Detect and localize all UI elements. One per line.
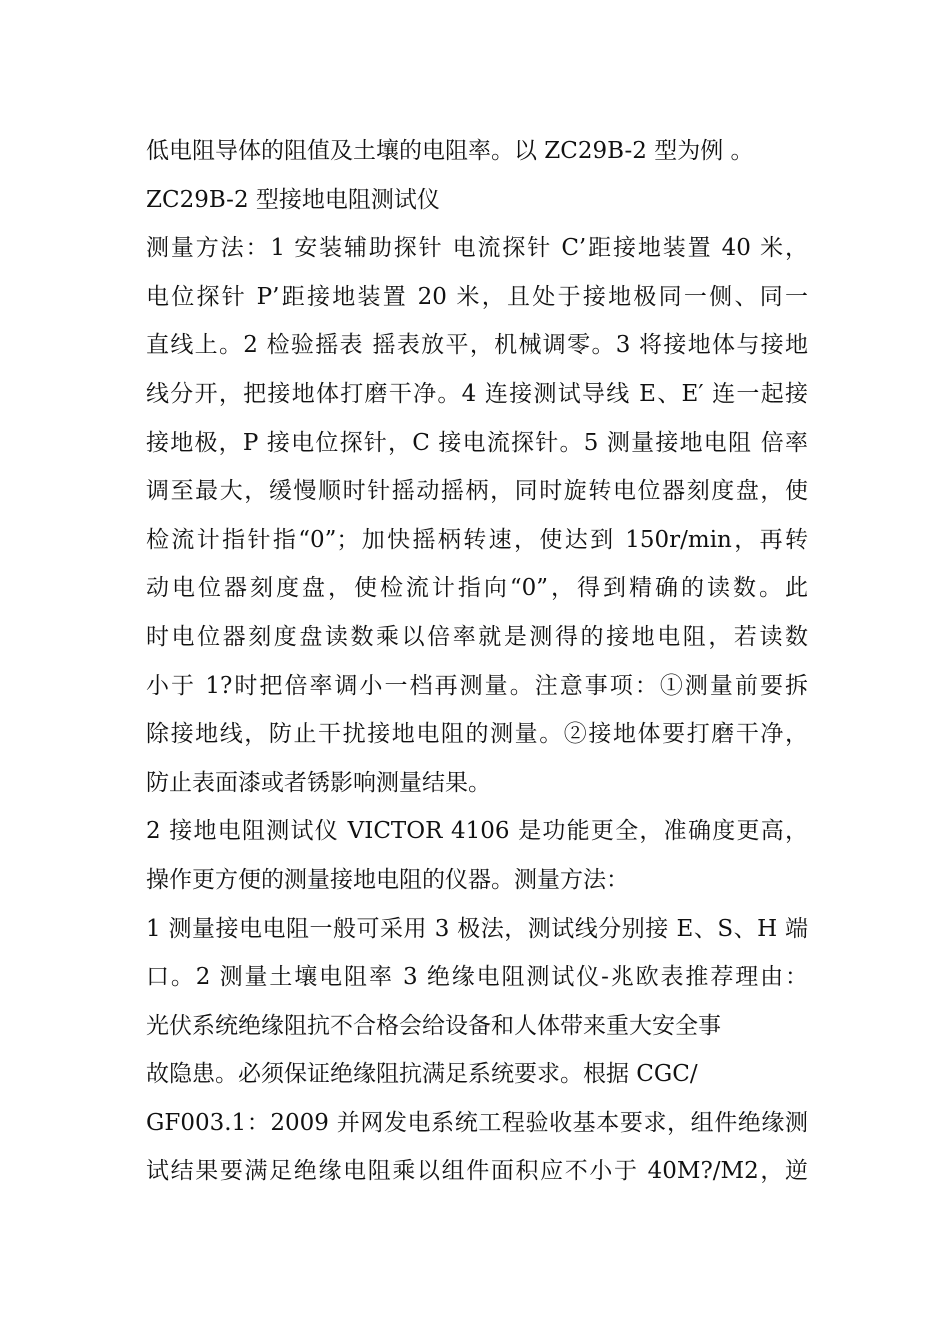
text-line: 接地极，P 接电位探针，C 接电流探针。5 测量接地电阻 倍率 — [146, 429, 808, 456]
section-heading: ZC29B-2 型接地电阻测试仪 — [146, 186, 440, 213]
text-line: 2 接地电阻测试仪 VICTOR 4106 是功能更全，准确度更高， — [146, 818, 808, 845]
text-line: 光伏系统绝缘阻抗不合格会给设备和人体带来重大安全事 — [146, 1012, 721, 1039]
document-body — [146, 127, 808, 1196]
text-line: 防止表面漆或者锈影响测量结果。 — [146, 769, 491, 796]
text-line: 直线上。2 检验摇表 摇表放平，机械调零。3 将接地体与接地 — [146, 332, 808, 359]
text-line: 检流计指针指“0”；加快摇柄转速，使达到 150r/min，再转 — [146, 526, 808, 553]
text-line: 时电位器刻度盘读数乘以倍率就是测得的接地电阻，若读数 — [146, 623, 808, 650]
text-line: 调至最大，缓慢顺时针摇动摇柄，同时旋转电位器刻度盘，使 — [146, 478, 808, 505]
text-line: GF003.1：2009 并网发电系统工程验收基本要求，组件绝缘测 — [146, 1109, 808, 1136]
text-line: 1 测量接电电阻一般可采用 3 极法，测试线分别接 E、S、H 端 — [146, 915, 808, 942]
text-line: 低电阻导体的阻值及土壤的电阻率。以 ZC29B-2 型为例 。 — [146, 138, 754, 164]
text-line: 小于 1?时把倍率调小一档再测量。注意事项：①测量前要拆 — [146, 672, 808, 699]
text-line: 口。2 测量土壤电阻率 3 绝缘电阻测试仪-兆欧表推荐理由： — [146, 964, 808, 991]
text-line: 线分开，把接地体打磨干净。4 连接测试导线 E、E′ 连一起接 — [146, 380, 808, 407]
text-line: 操作更方便的测量接地电阻的仪器。测量方法： — [146, 866, 629, 893]
text-line: 故隐患。必须保证绝缘阻抗满足系统要求。根据 CGC/ — [146, 1061, 698, 1088]
text-line: 动电位器刻度盘，使检流计指向“0”，得到精确的读数。此 — [146, 575, 808, 602]
text-line: 测量方法：1 安装辅助探针 电流探针 C’距接地装置 40 米， — [146, 235, 808, 262]
text-line: 电位探针 P’距接地装置 20 米，且处于接地极同一侧、同一 — [146, 283, 808, 310]
text-line: 除接地线，防止干扰接地电阻的测量。②接地体要打磨干净， — [146, 721, 808, 748]
text-line: 试结果要满足绝缘电阻乘以组件面积应不小于 40M?/M2，逆 — [146, 1158, 808, 1185]
